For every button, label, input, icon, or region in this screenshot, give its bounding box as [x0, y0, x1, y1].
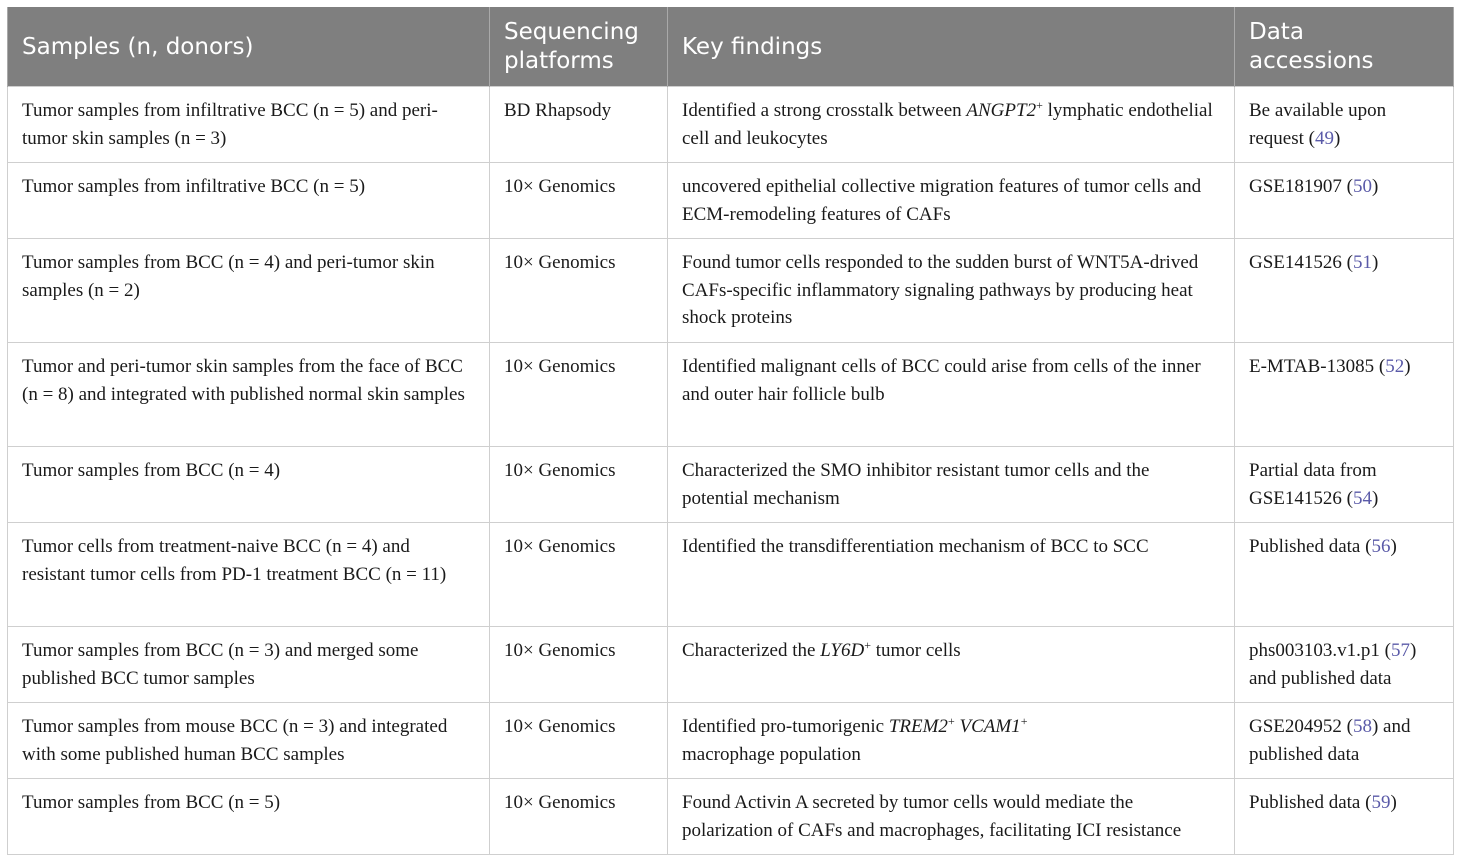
gene-superscript: +: [947, 714, 955, 728]
cell-findings: Found tumor cells responded to the sudden burst of WNT5A-drived CAFs-specific inflammatory signaling pathways by producing heat shock proteins: [668, 239, 1235, 343]
cell-findings: [668, 703, 1235, 779]
accession-text: phs003103.v1.p1 (: [1249, 640, 1391, 661]
cell-platform: 10× Genomics: [490, 343, 668, 447]
reference-link[interactable]: 58: [1352, 716, 1372, 737]
cell-findings: [668, 627, 1235, 703]
table-row: [8, 447, 1454, 523]
table-row: [8, 239, 1454, 343]
gene-superscript: +: [1020, 714, 1028, 728]
cell-findings: Identified malignant cells of BCC could arise from cells of the inner and outer hair follicle bulb: [668, 343, 1235, 447]
accession-text: Partial data from GSE141526 (: [1249, 460, 1377, 509]
scrna-seq-studies-table: [7, 7, 1453, 855]
table-row: [8, 703, 1454, 779]
accession-text: ): [1371, 176, 1379, 197]
cell-platform: 10× Genomics: [490, 703, 668, 779]
accession-text: Published data (: [1249, 536, 1372, 557]
reference-link[interactable]: 51: [1352, 252, 1372, 273]
header-row: [8, 7, 1454, 87]
accession-text: Published data (: [1249, 792, 1372, 813]
gene-superscript: +: [864, 638, 871, 652]
accession-text: ) and published data: [1249, 716, 1411, 765]
cell-platform: BD Rhapsody: [490, 87, 668, 163]
cell-accession: [1235, 627, 1454, 703]
reference-link[interactable]: 49: [1314, 127, 1334, 149]
cell-findings: Characterized the SMO inhibitor resistant tumor cells and the potential mechanism: [668, 447, 1235, 523]
cell-samples: Tumor cells from treatment-naive BCC (n = 4) and resistant tumor cells from PD-1 treatment BCC (n = 11): [8, 523, 490, 627]
header-accessions-line2: accessions: [1249, 48, 1374, 74]
header-platforms-line2: platforms: [504, 48, 614, 74]
cell-samples: Tumor samples from infiltrative BCC (n = 5) and peri-tumor skin samples (n = 3): [8, 87, 490, 163]
reference-link[interactable]: 56: [1371, 536, 1391, 557]
table-header: [8, 7, 1454, 87]
reference-link[interactable]: 57: [1390, 640, 1410, 661]
accession-text: ): [1371, 252, 1379, 273]
reference-link[interactable]: 54: [1352, 487, 1372, 509]
cell-accession: [1235, 523, 1454, 627]
reference-link[interactable]: 59: [1371, 792, 1391, 813]
header-accessions: [1235, 7, 1454, 87]
cell-platform: 10× Genomics: [490, 627, 668, 703]
cell-accession: [1235, 703, 1454, 779]
header-samples: [8, 7, 490, 87]
table-row: [8, 87, 1454, 163]
findings-text: lymphatic endothelial cell and leukocytes: [682, 100, 1213, 149]
reference-link[interactable]: 52: [1385, 356, 1405, 377]
accession-text: ): [1390, 536, 1397, 557]
header-accessions-line1: Data: [1249, 19, 1304, 45]
cell-samples: Tumor samples from infiltrative BCC (n = 5): [8, 163, 490, 239]
cell-accession: [1235, 447, 1454, 523]
cell-platform: 10× Genomics: [490, 523, 668, 627]
accession-text: E-MTAB-13085 (: [1249, 356, 1386, 377]
cell-accession: [1235, 87, 1454, 163]
cell-samples: Tumor samples from BCC (n = 5): [8, 779, 490, 855]
findings-text: macrophage population: [682, 743, 861, 765]
cell-accession: [1235, 779, 1454, 855]
findings-text: Identified pro-tumorigenic: [682, 716, 889, 737]
cell-accession: [1235, 343, 1454, 447]
cell-platform: 10× Genomics: [490, 779, 668, 855]
cell-accession: [1235, 239, 1454, 343]
cell-findings: uncovered epithelial collective migration features of tumor cells and ECM-remodeling features of CAFs: [668, 163, 1235, 239]
gene-name: TREM2: [888, 716, 948, 737]
table-body: [8, 87, 1454, 855]
gene-name: VCAM1: [959, 716, 1021, 737]
findings-text: tumor cells: [870, 640, 961, 661]
header-platforms-line1: Sequencing: [504, 19, 639, 45]
accession-text: ): [1390, 792, 1397, 813]
accession-text: ) and published data: [1249, 640, 1417, 689]
findings-text: Identified a strong crosstalk between: [682, 100, 967, 121]
cell-platform: 10× Genomics: [490, 239, 668, 343]
table-row: [8, 163, 1454, 239]
header-platforms: [490, 7, 668, 87]
cell-accession: [1235, 163, 1454, 239]
accession-text: GSE181907 (: [1249, 176, 1353, 197]
cell-platform: 10× Genomics: [490, 163, 668, 239]
table-row: [8, 523, 1454, 627]
reference-link[interactable]: 50: [1352, 176, 1372, 197]
header-samples-label: Samples (n, donors): [22, 33, 254, 60]
accession-text: Be available upon request (: [1249, 100, 1387, 149]
accession-text: ): [1404, 356, 1411, 377]
table-row: [8, 779, 1454, 855]
cell-findings: [668, 87, 1235, 163]
cell-samples: Tumor samples from BCC (n = 4) and peri-tumor skin samples (n = 2): [8, 239, 490, 343]
accession-text: ): [1371, 487, 1379, 509]
header-findings-label: Key findings: [682, 33, 823, 60]
header-findings: [668, 7, 1235, 87]
cell-findings: Found Activin A secreted by tumor cells would mediate the polarization of CAFs and macrophages, facilitating ICI resistance: [668, 779, 1235, 855]
accession-text: GSE204952 (: [1249, 716, 1353, 737]
cell-samples: Tumor samples from mouse BCC (n = 3) and integrated with some published human BCC samples: [8, 703, 490, 779]
table-row: [8, 627, 1454, 703]
cell-samples: Tumor samples from BCC (n = 3) and merged some published BCC tumor samples: [8, 627, 490, 703]
accession-text: ): [1333, 127, 1341, 149]
cell-platform: 10× Genomics: [490, 447, 668, 523]
cell-samples: Tumor and peri-tumor skin samples from the face of BCC (n = 8) and integrated with published normal skin samples: [8, 343, 490, 447]
gene-name: ANGPT2: [966, 100, 1037, 121]
table-row: [8, 343, 1454, 447]
accession-text: GSE141526 (: [1249, 252, 1353, 273]
data-table: [7, 7, 1454, 855]
gene-name: LY6D: [820, 640, 865, 661]
findings-text: Characterized the: [682, 640, 821, 661]
cell-findings: Identified the transdifferentiation mechanism of BCC to SCC: [668, 523, 1235, 627]
gene-superscript: +: [1036, 98, 1043, 112]
cell-samples: Tumor samples from BCC (n = 4): [8, 447, 490, 523]
